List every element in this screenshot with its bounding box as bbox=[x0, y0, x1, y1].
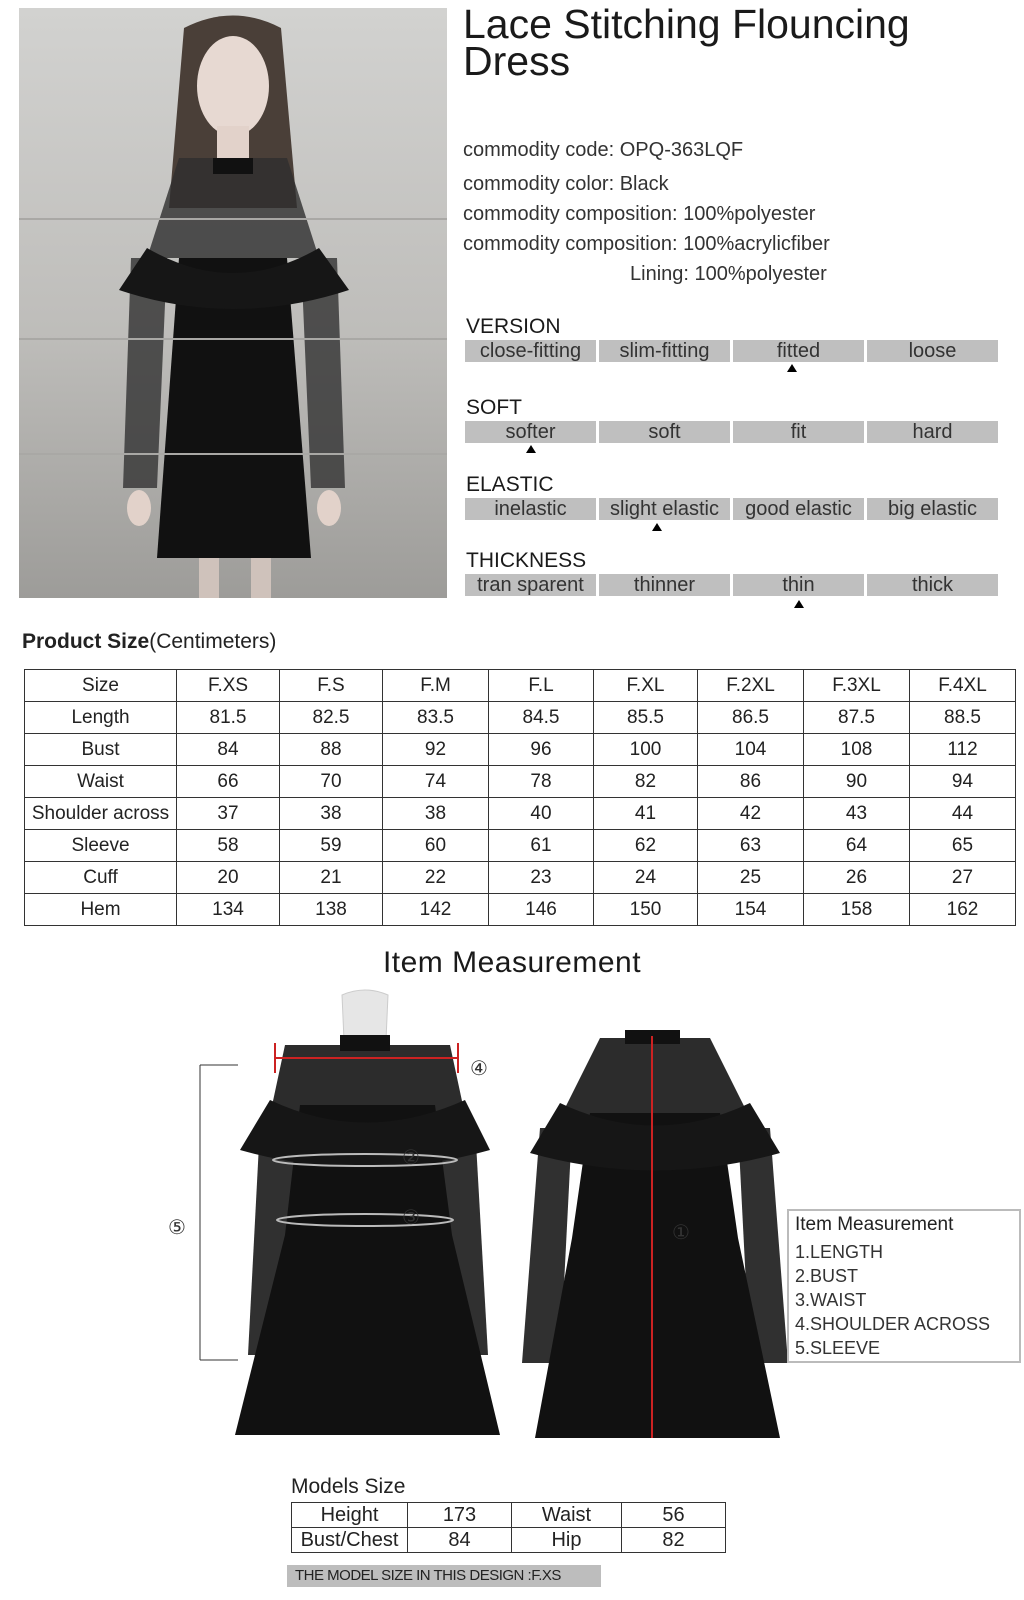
scale-option: big elastic bbox=[867, 498, 998, 520]
selected-arrow-icon bbox=[794, 600, 804, 608]
table-cell: 85.5 bbox=[594, 702, 698, 734]
table-cell: 83.5 bbox=[383, 702, 489, 734]
size-heading-bold: Product Size bbox=[22, 630, 150, 653]
table-cell: 94 bbox=[910, 766, 1016, 798]
scale-option: slim-fitting bbox=[599, 340, 730, 362]
measurement-legend bbox=[787, 1209, 1021, 1363]
row-label: Waist bbox=[25, 766, 177, 798]
marker-bust: ② bbox=[402, 1147, 420, 1169]
table-cell: 27 bbox=[910, 862, 1016, 894]
legend-item: 1.LENGTH bbox=[795, 1242, 884, 1262]
legend-item: 5.SLEEVE bbox=[795, 1338, 881, 1358]
spec-value: 100%polyester bbox=[694, 263, 827, 285]
selected-arrow-icon bbox=[787, 364, 797, 372]
table-cell: 112 bbox=[910, 734, 1016, 766]
table-cell: 84.5 bbox=[489, 702, 594, 734]
table-cell: 138 bbox=[280, 894, 383, 926]
table-cell: Waist bbox=[512, 1503, 622, 1528]
table-header-cell: F.L bbox=[489, 670, 594, 702]
table-row bbox=[25, 702, 1016, 734]
table-header-cell: F.XL bbox=[594, 670, 698, 702]
legend-item: 3.WAIST bbox=[795, 1290, 867, 1310]
row-label: Shoulder across bbox=[25, 798, 177, 830]
table-cell: 21 bbox=[280, 862, 383, 894]
table-cell: 146 bbox=[489, 894, 594, 926]
marker-length: ① bbox=[672, 1222, 690, 1244]
scale-soft-title: SOFT bbox=[466, 396, 522, 419]
spec-label: commodity composition: bbox=[463, 233, 678, 255]
model-size-note: THE MODEL SIZE IN THIS DESIGN :F.XS bbox=[287, 1565, 601, 1587]
spec-label: commodity code: bbox=[463, 139, 615, 161]
scale-option: fit bbox=[733, 421, 864, 443]
selected-arrow-icon bbox=[526, 445, 536, 453]
scale-elastic-bar bbox=[465, 498, 998, 520]
selected-arrow-icon bbox=[652, 523, 662, 531]
table-cell: 150 bbox=[594, 894, 698, 926]
table-cell: 104 bbox=[698, 734, 804, 766]
table-header-cell: F.XS bbox=[177, 670, 280, 702]
scale-thickness-bar bbox=[465, 574, 998, 596]
table-cell: 56 bbox=[622, 1503, 726, 1528]
scale-version-title: VERSION bbox=[466, 315, 561, 338]
measurement-title: Item Measurement bbox=[382, 946, 642, 979]
scale-option: slight elastic bbox=[599, 498, 730, 520]
table-row bbox=[25, 862, 1016, 894]
table-cell: 78 bbox=[489, 766, 594, 798]
table-cell: 82 bbox=[622, 1528, 726, 1553]
marker-shoulder: ④ bbox=[470, 1058, 488, 1080]
scale-option: thin bbox=[733, 574, 864, 596]
row-label: Hem bbox=[25, 894, 177, 926]
table-cell: 20 bbox=[177, 862, 280, 894]
table-cell: 82.5 bbox=[280, 702, 383, 734]
scale-soft-bar bbox=[465, 421, 998, 443]
table-cell: 90 bbox=[804, 766, 910, 798]
table-cell: 162 bbox=[910, 894, 1016, 926]
table-cell: 44 bbox=[910, 798, 1016, 830]
table-cell: 23 bbox=[489, 862, 594, 894]
scale-option: good elastic bbox=[733, 498, 864, 520]
table-cell: 134 bbox=[177, 894, 280, 926]
table-cell: 84 bbox=[408, 1528, 512, 1553]
table-cell: 70 bbox=[280, 766, 383, 798]
models-size-title: Models Size bbox=[291, 1475, 406, 1498]
row-label: Bust bbox=[25, 734, 177, 766]
spec-composition-2 bbox=[463, 233, 830, 256]
size-heading-unit: (Centimeters) bbox=[149, 630, 277, 653]
table-cell: 22 bbox=[383, 862, 489, 894]
scale-thickness-title: THICKNESS bbox=[466, 549, 587, 572]
table-header-cell: F.4XL bbox=[910, 670, 1016, 702]
table-cell: 38 bbox=[383, 798, 489, 830]
size-table bbox=[24, 669, 1016, 926]
table-cell: Height bbox=[292, 1503, 408, 1528]
table-cell: 37 bbox=[177, 798, 280, 830]
table-cell: 87.5 bbox=[804, 702, 910, 734]
legend-title: Item Measurement bbox=[795, 1214, 954, 1235]
table-header-cell: F.S bbox=[280, 670, 383, 702]
table-cell: 26 bbox=[804, 862, 910, 894]
table-cell: 158 bbox=[804, 894, 910, 926]
table-row bbox=[292, 1528, 726, 1553]
table-cell: 100 bbox=[594, 734, 698, 766]
table-header-cell: F.3XL bbox=[804, 670, 910, 702]
row-label: Length bbox=[25, 702, 177, 734]
spec-value: Black bbox=[619, 173, 669, 195]
spec-label: commodity composition: bbox=[463, 203, 678, 225]
table-cell: 58 bbox=[177, 830, 280, 862]
spec-code bbox=[463, 139, 743, 162]
table-cell: 43 bbox=[804, 798, 910, 830]
table-row bbox=[25, 798, 1016, 830]
table-cell: 25 bbox=[698, 862, 804, 894]
product-title: Lace Stitching Flouncing Dress bbox=[463, 1, 910, 84]
table-cell: 63 bbox=[698, 830, 804, 862]
scale-version-bar bbox=[465, 340, 998, 362]
size-table-heading bbox=[22, 630, 276, 654]
legend-item: 2.BUST bbox=[795, 1266, 859, 1286]
marker-waist: ③ bbox=[402, 1207, 420, 1229]
table-header-cell: F.M bbox=[383, 670, 489, 702]
table-cell: 24 bbox=[594, 862, 698, 894]
table-header-cell: Size bbox=[25, 670, 177, 702]
table-row bbox=[25, 766, 1016, 798]
table-cell: Hip bbox=[512, 1528, 622, 1553]
scale-option: loose bbox=[867, 340, 998, 362]
table-cell: 173 bbox=[408, 1503, 512, 1528]
scale-option: inelastic bbox=[465, 498, 596, 520]
spec-value: OPQ-363LQF bbox=[619, 139, 744, 161]
table-cell: 42 bbox=[698, 798, 804, 830]
table-header-row bbox=[25, 670, 1016, 702]
table-cell: 81.5 bbox=[177, 702, 280, 734]
table-row bbox=[25, 830, 1016, 862]
model-figure bbox=[19, 8, 447, 598]
table-cell: 62 bbox=[594, 830, 698, 862]
table-cell: 142 bbox=[383, 894, 489, 926]
table-cell: 82 bbox=[594, 766, 698, 798]
spec-lining bbox=[630, 263, 827, 286]
table-row bbox=[25, 734, 1016, 766]
table-cell: 60 bbox=[383, 830, 489, 862]
spec-label: Lining: bbox=[630, 263, 689, 285]
table-cell: 66 bbox=[177, 766, 280, 798]
spec-value: 100%acrylicfiber bbox=[683, 233, 830, 255]
table-cell: 84 bbox=[177, 734, 280, 766]
dress-back-diagram bbox=[510, 1018, 800, 1468]
table-cell: Bust/Chest bbox=[292, 1528, 408, 1553]
table-cell: 86.5 bbox=[698, 702, 804, 734]
table-header-cell: F.2XL bbox=[698, 670, 804, 702]
scale-option: soft bbox=[599, 421, 730, 443]
table-cell: 154 bbox=[698, 894, 804, 926]
models-size-table bbox=[291, 1502, 726, 1553]
table-cell: 65 bbox=[910, 830, 1016, 862]
spec-composition-1 bbox=[463, 203, 815, 226]
legend-item: 4.SHOULDER ACROSS bbox=[795, 1314, 991, 1334]
scale-elastic-title: ELASTIC bbox=[466, 473, 554, 496]
scale-option: thick bbox=[867, 574, 998, 596]
table-cell: 88 bbox=[280, 734, 383, 766]
scale-option: hard bbox=[867, 421, 998, 443]
table-cell: 74 bbox=[383, 766, 489, 798]
table-cell: 88.5 bbox=[910, 702, 1016, 734]
scale-option: softer bbox=[465, 421, 596, 443]
scale-option: fitted bbox=[733, 340, 864, 362]
table-cell: 59 bbox=[280, 830, 383, 862]
marker-sleeve: ⑤ bbox=[168, 1217, 186, 1239]
scale-option: tran sparent bbox=[465, 574, 596, 596]
table-cell: 40 bbox=[489, 798, 594, 830]
table-cell: 38 bbox=[280, 798, 383, 830]
table-cell: 108 bbox=[804, 734, 910, 766]
spec-label: commodity color: bbox=[463, 173, 615, 195]
table-cell: 96 bbox=[489, 734, 594, 766]
scale-option: close-fitting bbox=[465, 340, 596, 362]
row-label: Cuff bbox=[25, 862, 177, 894]
table-cell: 92 bbox=[383, 734, 489, 766]
table-cell: 64 bbox=[804, 830, 910, 862]
table-cell: 41 bbox=[594, 798, 698, 830]
spec-color bbox=[463, 173, 669, 196]
row-label: Sleeve bbox=[25, 830, 177, 862]
model-photo bbox=[19, 8, 447, 598]
table-cell: 86 bbox=[698, 766, 804, 798]
table-row bbox=[25, 894, 1016, 926]
spec-value: 100%polyester bbox=[683, 203, 816, 225]
scale-option: thinner bbox=[599, 574, 730, 596]
table-row bbox=[292, 1503, 726, 1528]
table-cell: 61 bbox=[489, 830, 594, 862]
